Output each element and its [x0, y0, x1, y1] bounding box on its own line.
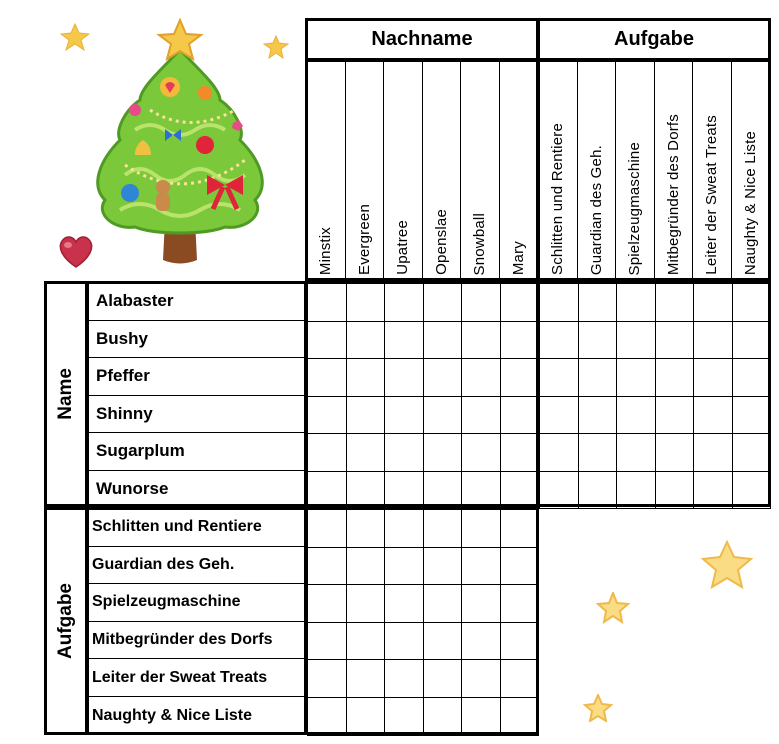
grid-cell-name-nachname-r2-c6[interactable]: [500, 321, 540, 360]
grid-cell-name-aufgabe-r6-c4[interactable]: [655, 471, 695, 510]
grid-cell-name-nachname-r3-c5[interactable]: [461, 358, 501, 397]
grid-cell-name-aufgabe-r5-c4[interactable]: [655, 433, 695, 472]
row-group-name-label: Name: [55, 368, 76, 420]
column-label: Openslae: [432, 209, 450, 275]
row-label: Guardian des Geh.: [92, 555, 235, 573]
grid-cell-name-nachname-r2-c3[interactable]: [384, 321, 424, 360]
grid-cell-name-aufgabe-r6-c1[interactable]: [539, 471, 579, 510]
grid-cell-name-nachname-r6-c3[interactable]: [384, 471, 424, 510]
grid-cell-aufgabe-nachname-r6-c5[interactable]: [461, 697, 501, 736]
grid-cell-name-aufgabe-r1-c2[interactable]: [578, 283, 618, 322]
grid-cell-name-nachname-r2-c4[interactable]: [423, 321, 463, 360]
column-header-aufgabe-2: [578, 61, 617, 281]
column-header-aufgabe-3: [616, 61, 655, 281]
grid-cell-name-nachname-r5-c2[interactable]: [346, 433, 386, 472]
grid-cell-name-aufgabe-r4-c4[interactable]: [655, 396, 695, 435]
column-header-nachname-4: [423, 61, 462, 281]
row-header-aufgabe-5: [88, 659, 305, 697]
grid-cell-name-aufgabe-r3-c4[interactable]: [655, 358, 695, 397]
grid-cell-name-aufgabe-r3-c3[interactable]: [616, 358, 656, 397]
grid-cell-aufgabe-nachname-r5-c3[interactable]: [384, 659, 424, 698]
grid-cell-aufgabe-nachname-r5-c2[interactable]: [346, 659, 386, 698]
grid-cell-name-aufgabe-r5-c5[interactable]: [693, 433, 733, 472]
row-label: Alabaster: [96, 291, 174, 311]
row-header-aufgabe-6: [88, 697, 305, 735]
grid-cell-name-aufgabe-r3-c1[interactable]: [539, 358, 579, 397]
grid-cell-aufgabe-nachname-r1-c5[interactable]: [461, 509, 501, 548]
grid-cell-aufgabe-nachname-r6-c3[interactable]: [384, 697, 424, 736]
grid-cell-name-nachname-r5-c5[interactable]: [461, 433, 501, 472]
grid-cell-name-nachname-r4-c4[interactable]: [423, 396, 463, 435]
star-icon: [263, 35, 289, 59]
grid-cell-aufgabe-nachname-r6-c1[interactable]: [307, 697, 347, 736]
grid-cell-name-aufgabe-r3-c6[interactable]: [732, 358, 772, 397]
grid-cell-aufgabe-nachname-r6-c4[interactable]: [423, 697, 463, 736]
row-header-aufgabe-3: [88, 584, 305, 622]
row-header-name-4: [88, 396, 305, 434]
grid-cell-name-aufgabe-r1-c4[interactable]: [655, 283, 695, 322]
grid-cell-aufgabe-nachname-r6-c2[interactable]: [346, 697, 386, 736]
grid-cell-name-aufgabe-r6-c3[interactable]: [616, 471, 656, 510]
grid-cell-name-nachname-r6-c2[interactable]: [346, 471, 386, 510]
column-header-nachname-6: [500, 61, 539, 281]
grid-cell-name-nachname-r5-c1[interactable]: [307, 433, 347, 472]
grid-cell-aufgabe-nachname-r5-c4[interactable]: [423, 659, 463, 698]
grid-cell-name-aufgabe-r6-c5[interactable]: [693, 471, 733, 510]
column-header-aufgabe-5: [693, 61, 732, 281]
grid-cell-aufgabe-nachname-r1-c3[interactable]: [384, 509, 424, 548]
grid-cell-name-aufgabe-r1-c5[interactable]: [693, 283, 733, 322]
column-label: Schlitten und Rentiere: [549, 123, 567, 275]
grid-cell-name-aufgabe-r4-c3[interactable]: [616, 396, 656, 435]
grid-cell-aufgabe-nachname-r1-c4[interactable]: [423, 509, 463, 548]
column-label: Evergreen: [355, 203, 373, 275]
grid-cell-name-nachname-r6-c4[interactable]: [423, 471, 463, 510]
grid-cell-aufgabe-nachname-r2-c6[interactable]: [500, 547, 540, 586]
grid-cell-name-nachname-r2-c2[interactable]: [346, 321, 386, 360]
grid-cell-name-nachname-r4-c2[interactable]: [346, 396, 386, 435]
grid-cell-aufgabe-nachname-r3-c1[interactable]: [307, 584, 347, 623]
header-nachname-label: Nachname: [371, 28, 473, 50]
row-header-name-3: [88, 358, 305, 396]
grid-cell-name-aufgabe-r5-c2[interactable]: [578, 433, 618, 472]
column-header-nachname-3: [384, 61, 423, 281]
grid-cell-aufgabe-nachname-r4-c2[interactable]: [346, 622, 386, 661]
header-aufgabe-label: Aufgabe: [614, 28, 694, 50]
grid-cell-aufgabe-nachname-r4-c1[interactable]: [307, 622, 347, 661]
grid-cell-aufgabe-nachname-r2-c3[interactable]: [384, 547, 424, 586]
grid-cell-name-aufgabe-r2-c5[interactable]: [693, 321, 733, 360]
grid-cell-name-aufgabe-r2-c3[interactable]: [616, 321, 656, 360]
grid-cell-name-nachname-r4-c1[interactable]: [307, 396, 347, 435]
grid-cell-aufgabe-nachname-r2-c2[interactable]: [346, 547, 386, 586]
star-icon: [596, 592, 630, 624]
grid-cell-name-nachname-r1-c5[interactable]: [461, 283, 501, 322]
star-icon: [583, 694, 613, 722]
heart-icon: [57, 233, 95, 269]
row-header-name-1: [88, 283, 305, 321]
grid-cell-name-aufgabe-r5-c1[interactable]: [539, 433, 579, 472]
grid-cell-aufgabe-nachname-r3-c6[interactable]: [500, 584, 540, 623]
grid-cell-name-aufgabe-r4-c6[interactable]: [732, 396, 772, 435]
column-label: Mary: [510, 240, 528, 275]
grid-cell-name-nachname-r1-c2[interactable]: [346, 283, 386, 322]
column-header-aufgabe-1: [539, 61, 578, 281]
column-label: Naughty & Nice Liste: [742, 130, 760, 275]
grid-cell-name-nachname-r6-c5[interactable]: [461, 471, 501, 510]
grid-cell-name-nachname-r2-c1[interactable]: [307, 321, 347, 360]
grid-cell-aufgabe-nachname-r5-c5[interactable]: [461, 659, 501, 698]
grid-cell-name-aufgabe-r4-c1[interactable]: [539, 396, 579, 435]
grid-cell-name-nachname-r3-c2[interactable]: [346, 358, 386, 397]
column-header-nachname-5: [461, 61, 500, 281]
column-label: Spielzeugmaschine: [626, 141, 644, 275]
column-header-aufgabe-4: [655, 61, 694, 281]
grid-cell-name-aufgabe-r1-c1[interactable]: [539, 283, 579, 322]
column-label: Mitbegründer des Dorfs: [664, 113, 682, 275]
row-group-aufgabe-label: Aufgabe: [55, 583, 76, 659]
row-label: Bushy: [96, 328, 148, 348]
column-header-nachname-1: [307, 61, 346, 281]
grid-cell-name-nachname-r5-c6[interactable]: [500, 433, 540, 472]
row-label: Naughty & Nice Liste: [92, 706, 253, 724]
grid-cell-aufgabe-nachname-r1-c1[interactable]: [307, 509, 347, 548]
grid-cell-name-nachname-r3-c1[interactable]: [307, 358, 347, 397]
grid-cell-aufgabe-nachname-r1-c2[interactable]: [346, 509, 386, 548]
grid-cell-name-nachname-r4-c5[interactable]: [461, 396, 501, 435]
column-header-nachname-2: [346, 61, 385, 281]
row-label: Mitbegründer des Dorfs: [92, 631, 273, 649]
grid-cell-name-aufgabe-r2-c4[interactable]: [655, 321, 695, 360]
row-label: Pfeffer: [96, 366, 150, 386]
row-label: Spielzeugmaschine: [92, 593, 241, 611]
grid-cell-aufgabe-nachname-r4-c3[interactable]: [384, 622, 424, 661]
column-label: Snowball: [471, 212, 489, 275]
row-header-aufgabe-2: [88, 547, 305, 585]
column-label: Guardian des Geh.: [587, 144, 605, 275]
row-label: Shinny: [96, 403, 153, 423]
grid-cell-name-aufgabe-r1-c3[interactable]: [616, 283, 656, 322]
grid-cell-aufgabe-nachname-r3-c3[interactable]: [384, 584, 424, 623]
column-label: Upatree: [394, 220, 412, 275]
column-label: Leiter der Sweat Treats: [703, 115, 721, 275]
grid-cell-name-nachname-r3-c6[interactable]: [500, 358, 540, 397]
grid-cell-name-aufgabe-r3-c5[interactable]: [693, 358, 733, 397]
grid-cell-name-aufgabe-r5-c3[interactable]: [616, 433, 656, 472]
grid-cell-aufgabe-nachname-r5-c6[interactable]: [500, 659, 540, 698]
row-header-name-5: [88, 433, 305, 471]
grid-cell-aufgabe-nachname-r3-c5[interactable]: [461, 584, 501, 623]
grid-cell-name-nachname-r4-c6[interactable]: [500, 396, 540, 435]
grid-cell-name-nachname-r6-c6[interactable]: [500, 471, 540, 510]
star-icon: [700, 540, 754, 590]
grid-cell-name-nachname-r1-c6[interactable]: [500, 283, 540, 322]
grid-cell-aufgabe-nachname-r4-c6[interactable]: [500, 622, 540, 661]
grid-cell-aufgabe-nachname-r2-c5[interactable]: [461, 547, 501, 586]
header-aufgabe: [537, 18, 771, 61]
column-header-aufgabe-6: [732, 61, 771, 281]
row-group-name: [44, 281, 88, 507]
grid-cell-aufgabe-nachname-r4-c4[interactable]: [423, 622, 463, 661]
grid-cell-name-aufgabe-r2-c2[interactable]: [578, 321, 618, 360]
grid-cell-aufgabe-nachname-r2-c1[interactable]: [307, 547, 347, 586]
grid-cell-name-nachname-r3-c3[interactable]: [384, 358, 424, 397]
grid-cell-name-nachname-r4-c3[interactable]: [384, 396, 424, 435]
row-label: Schlitten und Rentiere: [92, 518, 262, 536]
grid-cell-name-aufgabe-r6-c2[interactable]: [578, 471, 618, 510]
christmas-tree-icon: [55, 15, 295, 270]
column-label: Minstix: [317, 226, 335, 275]
grid-cell-aufgabe-nachname-r3-c4[interactable]: [423, 584, 463, 623]
grid-cell-name-nachname-r5-c3[interactable]: [384, 433, 424, 472]
grid-cell-aufgabe-nachname-r3-c2[interactable]: [346, 584, 386, 623]
row-header-aufgabe-1: [88, 509, 305, 547]
row-header-name-2: [88, 321, 305, 359]
grid-cell-name-aufgabe-r2-c6[interactable]: [732, 321, 772, 360]
grid-cell-name-nachname-r2-c5[interactable]: [461, 321, 501, 360]
grid-cell-aufgabe-nachname-r6-c6[interactable]: [500, 697, 540, 736]
grid-cell-aufgabe-nachname-r1-c6[interactable]: [500, 509, 540, 548]
row-label: Sugarplum: [96, 441, 185, 461]
row-header-name-6: [88, 471, 305, 509]
grid-cell-name-aufgabe-r3-c2[interactable]: [578, 358, 618, 397]
row-label: Wunorse: [96, 479, 169, 499]
grid-cell-aufgabe-nachname-r5-c1[interactable]: [307, 659, 347, 698]
grid-cell-aufgabe-nachname-r2-c4[interactable]: [423, 547, 463, 586]
grid-cell-name-aufgabe-r6-c6[interactable]: [732, 471, 772, 510]
grid-cell-name-nachname-r5-c4[interactable]: [423, 433, 463, 472]
grid-cell-name-aufgabe-r4-c2[interactable]: [578, 396, 618, 435]
star-icon: [60, 23, 90, 51]
grid-cell-name-nachname-r1-c1[interactable]: [307, 283, 347, 322]
grid-cell-name-nachname-r1-c4[interactable]: [423, 283, 463, 322]
grid-cell-name-aufgabe-r2-c1[interactable]: [539, 321, 579, 360]
grid-cell-aufgabe-nachname-r4-c5[interactable]: [461, 622, 501, 661]
grid-cell-name-aufgabe-r5-c6[interactable]: [732, 433, 772, 472]
grid-cell-name-aufgabe-r1-c6[interactable]: [732, 283, 772, 322]
row-group-aufgabe: [44, 507, 88, 735]
grid-cell-name-nachname-r1-c3[interactable]: [384, 283, 424, 322]
grid-cell-name-nachname-r6-c1[interactable]: [307, 471, 347, 510]
grid-cell-name-nachname-r3-c4[interactable]: [423, 358, 463, 397]
row-label: Leiter der Sweat Treats: [92, 668, 268, 686]
header-nachname: [305, 18, 539, 61]
grid-cell-name-aufgabe-r4-c5[interactable]: [693, 396, 733, 435]
row-header-aufgabe-4: [88, 622, 305, 660]
